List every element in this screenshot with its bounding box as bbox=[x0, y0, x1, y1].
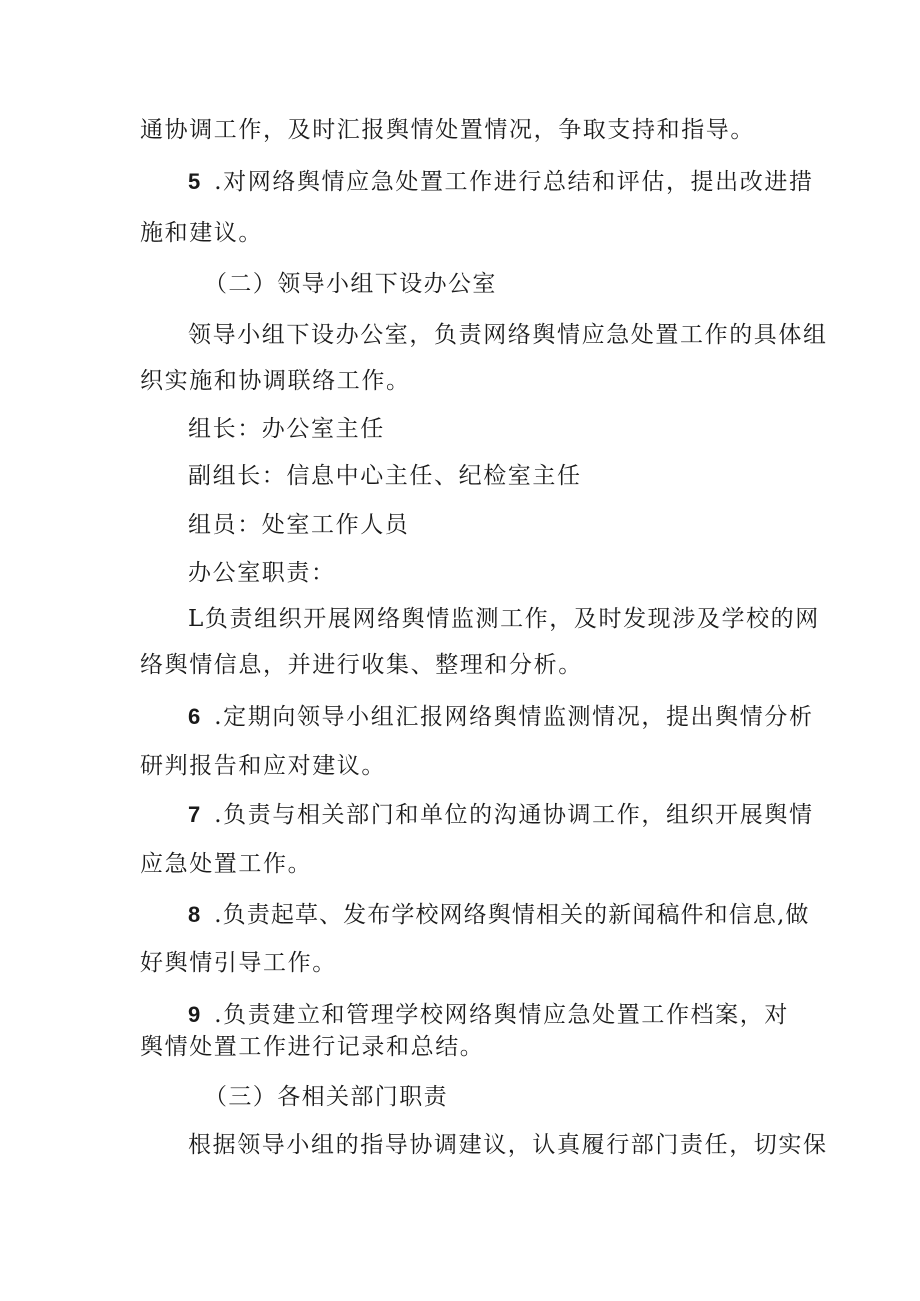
numbered-item bbox=[188, 800, 814, 830]
body-text-line: 通协调工作，及时汇报舆情处置情况，争取支持和指导。 bbox=[140, 117, 755, 143]
item-number: 5 bbox=[188, 169, 201, 194]
item-text: .负责建立和管理学校网络舆情应急处置工作档案，对 bbox=[214, 1002, 789, 1028]
item-number: 8 bbox=[188, 902, 201, 927]
body-text-line: 织实施和协调联络工作。 bbox=[140, 368, 411, 394]
body-text-line: 组员：处室工作人员 bbox=[188, 512, 410, 538]
body-text-line: 研判报告和应对建议。 bbox=[140, 753, 386, 779]
numbered-item bbox=[188, 1000, 789, 1030]
numbered-item bbox=[188, 702, 814, 732]
item-text: .负责与相关部门和单位的沟通协调工作，组织开展舆情 bbox=[214, 802, 814, 828]
body-text-line: 办公室职责： bbox=[188, 560, 336, 586]
body-text-line: 施和建议。 bbox=[140, 220, 263, 246]
body-text-line: 根据领导小组的指导协调建议，认真履行部门责任，切实保 bbox=[188, 1132, 828, 1158]
item-text: .对网络舆情应急处置工作进行总结和评估，提出改进措 bbox=[214, 169, 814, 195]
body-text-line: L负责组织开展网络舆情监测工作，及时发现涉及学校的网 bbox=[188, 606, 820, 632]
section-heading: （三）各相关部门职责 bbox=[204, 1084, 448, 1110]
item-number: 9 bbox=[188, 1002, 201, 1027]
numbered-item bbox=[188, 900, 809, 930]
body-text-line: 舆情处置工作进行记录和总结。 bbox=[140, 1034, 485, 1060]
body-text-line: 副组长：信息中心主任、纪检室主任 bbox=[188, 463, 582, 489]
body-text-line: 好舆情引导工作。 bbox=[140, 950, 337, 976]
item-text: .负责起草、发布学校网络舆情相关的新闻稿件和信息,做 bbox=[214, 902, 810, 928]
body-text-line: 组长：办公室主任 bbox=[188, 416, 385, 442]
body-text-line: 领导小组下设办公室，负责网络舆情应急处置工作的具体组 bbox=[188, 322, 828, 348]
item-text: .定期向领导小组汇报网络舆情监测情况，提出舆情分析 bbox=[214, 704, 814, 730]
item-number: 7 bbox=[188, 802, 201, 827]
numbered-item bbox=[188, 167, 814, 197]
item-number: 6 bbox=[188, 704, 201, 729]
section-heading: （二）领导小组下设办公室 bbox=[204, 271, 497, 297]
body-text-line: 应急处置工作。 bbox=[140, 851, 313, 877]
body-text-line: 络舆情信息，并进行收集、整理和分析。 bbox=[140, 652, 583, 678]
